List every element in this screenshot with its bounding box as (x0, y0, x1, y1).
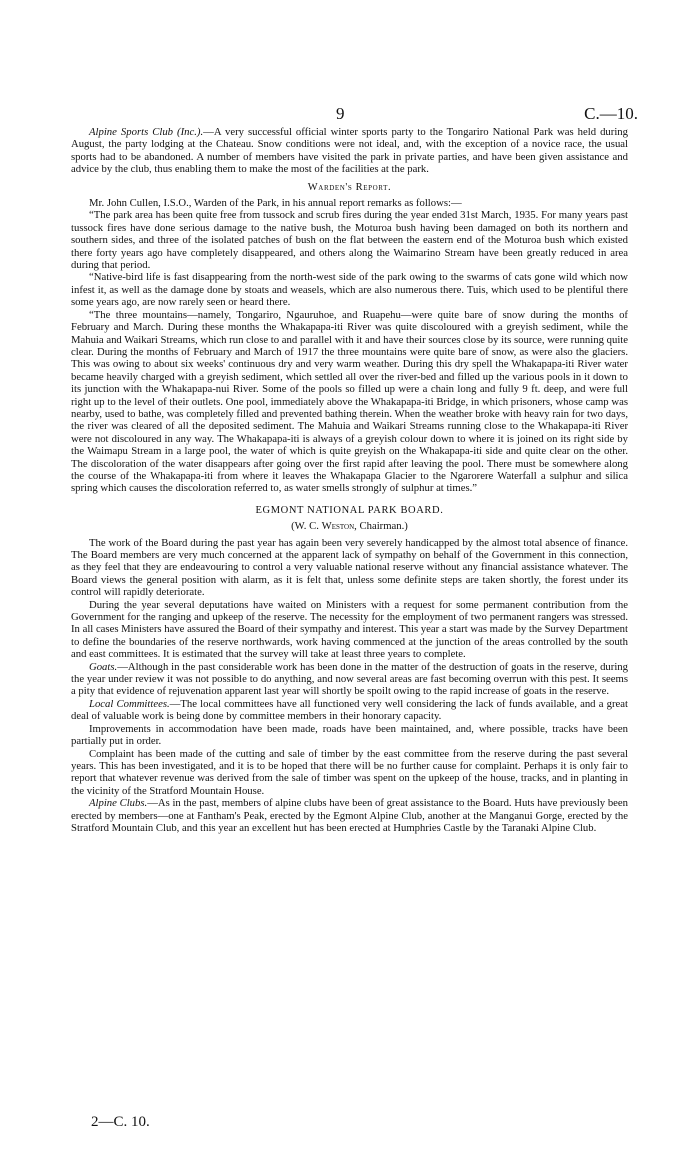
warden-report-heading: Warden's Report. (307, 181, 392, 193)
warden-intro: Mr. John Cullen, I.S.O., Warden of the Park, in his annual report remarks as follows:— (89, 197, 462, 210)
local-committees-lead: Local Committees. (89, 697, 170, 710)
page-footer-signature: 2—C. 10. (91, 1114, 150, 1130)
chair-close: , Chairman.) (354, 520, 408, 533)
alpine-sports-lead: Alpine Sports Club (Inc.). (89, 126, 204, 138)
egmont-paragraph-deputations: During the year several deputations have waited on Ministers with a request for some permanent contribution from the Government for the ranging and upkeep of the reserve. The necessity for the employment of two permanent rangers was stressed. In all cases Ministers have assured the Board of their sympathy and interest. This year a start was made by the Survey Department to define the boundaries of the reserve northwards, work having commenced at the junction of the areas controlled by the south and east committees. It is estimated that the survey will take at least three years to complete. (71, 598, 628, 661)
alpine-sports-paragraph (71, 126, 628, 176)
egmont-heading: EGMONT NATIONAL PARK BOARD. (255, 504, 444, 516)
local-committees-text: —The local committees have all functioned very well considering the lack of funds available, and a great deal of valuable work is being done by committee members in their honorary capacity. (71, 697, 628, 723)
egmont-paragraph-timber: Complaint has been made of the cutting and sale of timber by the east committee from the reserve during the past several years. This has been investigated, and it is to be hoped that there will be no further cause for complaint. Perhaps it is only fair to report that whatever revenue was derived from the sale of timber was spent on the upkeep of the house, tracks, and in planting in the vicinity of the Stratford Mountain House. (71, 747, 628, 797)
document-reference: C.—10. (584, 104, 638, 123)
goats-lead: Goats. (89, 660, 118, 673)
warden-paragraph-mountains: “The three mountains—namely, Tongariro, Ngauruhoe, and Ruapehu—were quite bare of snow during the months of February and March. During these months the Whakapapa-iti River was quite discoloured with a greyish sediment, while the Mahuia and Waikari Streams, which run close to and parallel with it and have their sources close by its source, were running quite clear. During the months of February and March of 1917 the three mountains were quite bare of snow, as were also the glaciers. This was owing to about six weeks' continuous dry and very warm weather. During this dry spell the Whakapapa-iti River water became heavily charged with a greyish sediment, which settled all over the river-bed and filled up the various pools in it down to its junction with the Whakapapa-nui River. Some of the pools so filled up were a chain long and fully 9 ft. deep, and were full right up to the level of their outlets. One pool, immediately above the Whakapapa-iti Bridge, in which prisoners, whose camp was nearby, used to bathe, was completely filled and prevented bathing therein. When the weather broke with heavy rain for two days, the river was cleared of all the deposited sediment. The Mahuia and Waikari Streams running close to the Whakapapa-iti River were not discoloured in any way. The Whakapapa-iti is always of a greyish colour down to where it is joined on its right side by the Waimapu Stream in a large pool, the water of which is quite greyish on the Whakapapa-iti side and quite clear on the other. The discoloration of the water disappears after going over the first rapid after leaving the pool. There must be somewhere along the course of the Whakapapa-iti from where it leaves the Whakapapa Glacier to the Ngarorere Waterfall a sulphur and silica spring which causes the discoloration referred to, as water smells strongly of sulphur at times.” (71, 308, 628, 495)
egmont-paragraph-improvements: Improvements in accommodation have been made, roads have been maintained, and, where possible, tracks have been partially put in order. (71, 722, 628, 748)
egmont-paragraph-goats (71, 661, 628, 698)
alpine-clubs-lead: Alpine Clubs. (89, 797, 148, 810)
egmont-chairman (71, 520, 628, 532)
egmont-paragraph-local-committees (71, 698, 628, 723)
goats-text: —Although in the past considerable work has been done in the matter of the destruction of goats in the reserve, during the year under review it was not possible to do anything, and now several areas are fast becoming overrun with this pest. It seems a pity that evidence of rejuvenation apparent last year will shortly be spoilt owing to the rapid increase of goats in the reserve. (71, 660, 628, 698)
page-number: 9 (336, 104, 345, 123)
egmont-paragraph-finance: The work of the Board during the past year has again been very severely handicapped by the almost total absence of finance. The Board members are very much concerned at the apparent lack of sympathy on behalf of the Government in this connection, as they feel that they are endeavouring to control a very valuable national reserve without any financial assistance whatever. The Board views the general position with alarm, as it is felt that, unless some definite steps are taken shortly, the forest under its control will rapidly deteriorate. (71, 536, 628, 599)
warden-paragraph-birds: “Native-bird life is fast disappearing from the north-west side of the park owing to the swarms of cats gone wild which now infest it, as well as the damage done by stoats and weasels, which are also numerous there. Tuis, which used to be plentiful there some years ago, are now rarely seen or heard there. (71, 271, 628, 309)
warden-paragraph-fires: “The park area has been quite free from tussock and scrub fires during the year ended 31st March, 1935. For many years past tussock fires have done serious damage to the native bush, the Moturoa bush having been damaged on both its northern and southern sides, and three of the isolated patches of bush on the flat between the eastern end of the Moturoa bush which existed there forty years ago have completely disappeared, and others along the Waimarino Stream have been greatly reduced in area during that period. (71, 209, 628, 272)
egmont-paragraph-alpine-clubs (71, 797, 628, 834)
chair-name: Weston (321, 520, 355, 533)
alpine-clubs-text: —As in the past, members of alpine clubs have been of great assistance to the Board. Huts have previously been erected by members—one at Fantham's Peak, erected by the Egmont Alpine Club, another at the Manganui Gorge, erected by the Stratford Mountain Club, and this year an excellent hut has been erected at Humphries Castle by the Taranaki Alpine Club. (71, 797, 628, 834)
alpine-sports-text: —A very successful official winter sports party to the Tongariro National Park was held during August, the party lodging at the Chateau. Snow conditions were not ideal, and, with the exception of a novice race, the usual sports had to be abandoned. A number of members have visited the park in private parties, and have been given assistance and advice by the club, thus enabling them to make the most of the facilities at the park. (71, 126, 628, 176)
document-body (71, 126, 628, 834)
chair-open: (W. C. (291, 520, 322, 533)
page-header (0, 104, 700, 124)
